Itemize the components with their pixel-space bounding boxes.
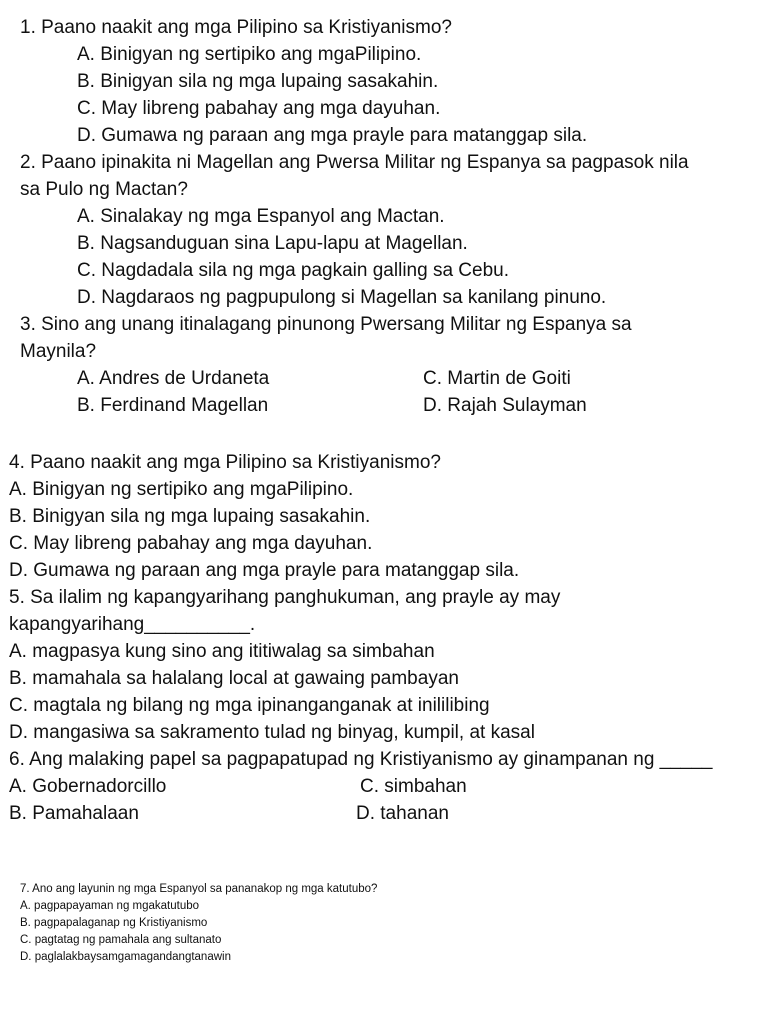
q2-option-d: D. Nagdaraos ng pagpupulong si Magellan sa kanilang pinuno.	[77, 287, 607, 308]
q1-option-a: A. Binigyan ng sertipiko ang mgaPilipino.	[77, 44, 422, 65]
q6-option-b: B. Pamahalaan	[9, 803, 139, 824]
q3-option-b: B. Ferdinand Magellan	[77, 395, 269, 416]
q2-option-b: B. Nagsanduguan sina Lapu-lapu at Magellan.	[77, 233, 468, 254]
q5-option-c: C. magtala ng bilang ng mga ipinanganganak at inililibing	[9, 695, 490, 716]
q2-option-c: C. Nagdadala sila ng mga pagkain galling sa Cebu.	[77, 260, 509, 281]
question-5-line-1: 5. Sa ilalim ng kapangyarihang panghukuman, ang prayle ay may	[9, 587, 561, 608]
q5-option-b: B. mamahala sa halalang local at gawaing pambayan	[9, 668, 459, 689]
q6-option-a: A. Gobernadorcillo	[9, 776, 167, 797]
question-2-line-2: sa Pulo ng Mactan?	[20, 179, 188, 200]
q6-option-c: C. simbahan	[360, 776, 467, 797]
q7-option-d: D. paglalakbaysamgamagandangtanawin	[20, 951, 231, 963]
q3-option-c: C. Martin de Goiti	[423, 368, 571, 389]
question-3-line-2: Maynila?	[20, 341, 97, 362]
q3-option-a: A. Andres de Urdaneta	[77, 368, 270, 389]
q7-option-c: C. pagtatag ng pamahala ang sultanato	[20, 934, 222, 946]
q7-option-b: B. pagpapalaganap ng Kristiyanismo	[20, 917, 208, 929]
q5-option-a: A. magpasya kung sino ang ititiwalag sa simbahan	[9, 641, 435, 662]
q2-option-a: A. Sinalakay ng mga Espanyol ang Mactan.	[77, 206, 445, 227]
q1-option-c: C. May libreng pabahay ang mga dayuhan.	[77, 98, 441, 119]
q4-option-b: B. Binigyan sila ng mga lupaing sasakahin.	[9, 506, 371, 527]
question-7: 7. Ano ang layunin ng mga Espanyol sa pananakop ng mga katutubo?	[20, 883, 378, 895]
question-2-line-1: 2. Paano ipinakita ni Magellan ang Pwersa Militar ng Espanya sa pagpasok nila	[20, 152, 689, 173]
question-6: 6. Ang malaking papel sa pagpapatupad ng Kristiyanismo ay ginampanan ng _____	[9, 749, 713, 770]
q3-option-d: D. Rajah Sulayman	[423, 395, 587, 416]
question-4: 4. Paano naakit ang mga Pilipino sa Kristiyanismo?	[9, 452, 441, 473]
q4-option-a: A. Binigyan ng sertipiko ang mgaPilipino.	[9, 479, 354, 500]
question-1: 1. Paano naakit ang mga Pilipino sa Kristiyanismo?	[20, 17, 452, 38]
q1-option-b: B. Binigyan sila ng mga lupaing sasakahin.	[77, 71, 439, 92]
question-3-line-1: 3. Sino ang unang itinalagang pinunong Pwersang Militar ng Espanya sa	[20, 314, 632, 335]
q4-option-c: C. May libreng pabahay ang mga dayuhan.	[9, 533, 373, 554]
q1-option-d: D. Gumawa ng paraan ang mga prayle para matanggap sila.	[77, 125, 588, 146]
q7-option-a: A. pagpapayaman ng mgakatutubo	[20, 900, 200, 912]
q6-option-d: D. tahanan	[356, 803, 449, 824]
question-5-line-2: kapangyarihang__________.	[9, 614, 256, 635]
q5-option-d: D. mangasiwa sa sakramento tulad ng binyag, kumpil, at kasal	[9, 722, 535, 743]
q4-option-d: D. Gumawa ng paraan ang mga prayle para matanggap sila.	[9, 560, 520, 581]
